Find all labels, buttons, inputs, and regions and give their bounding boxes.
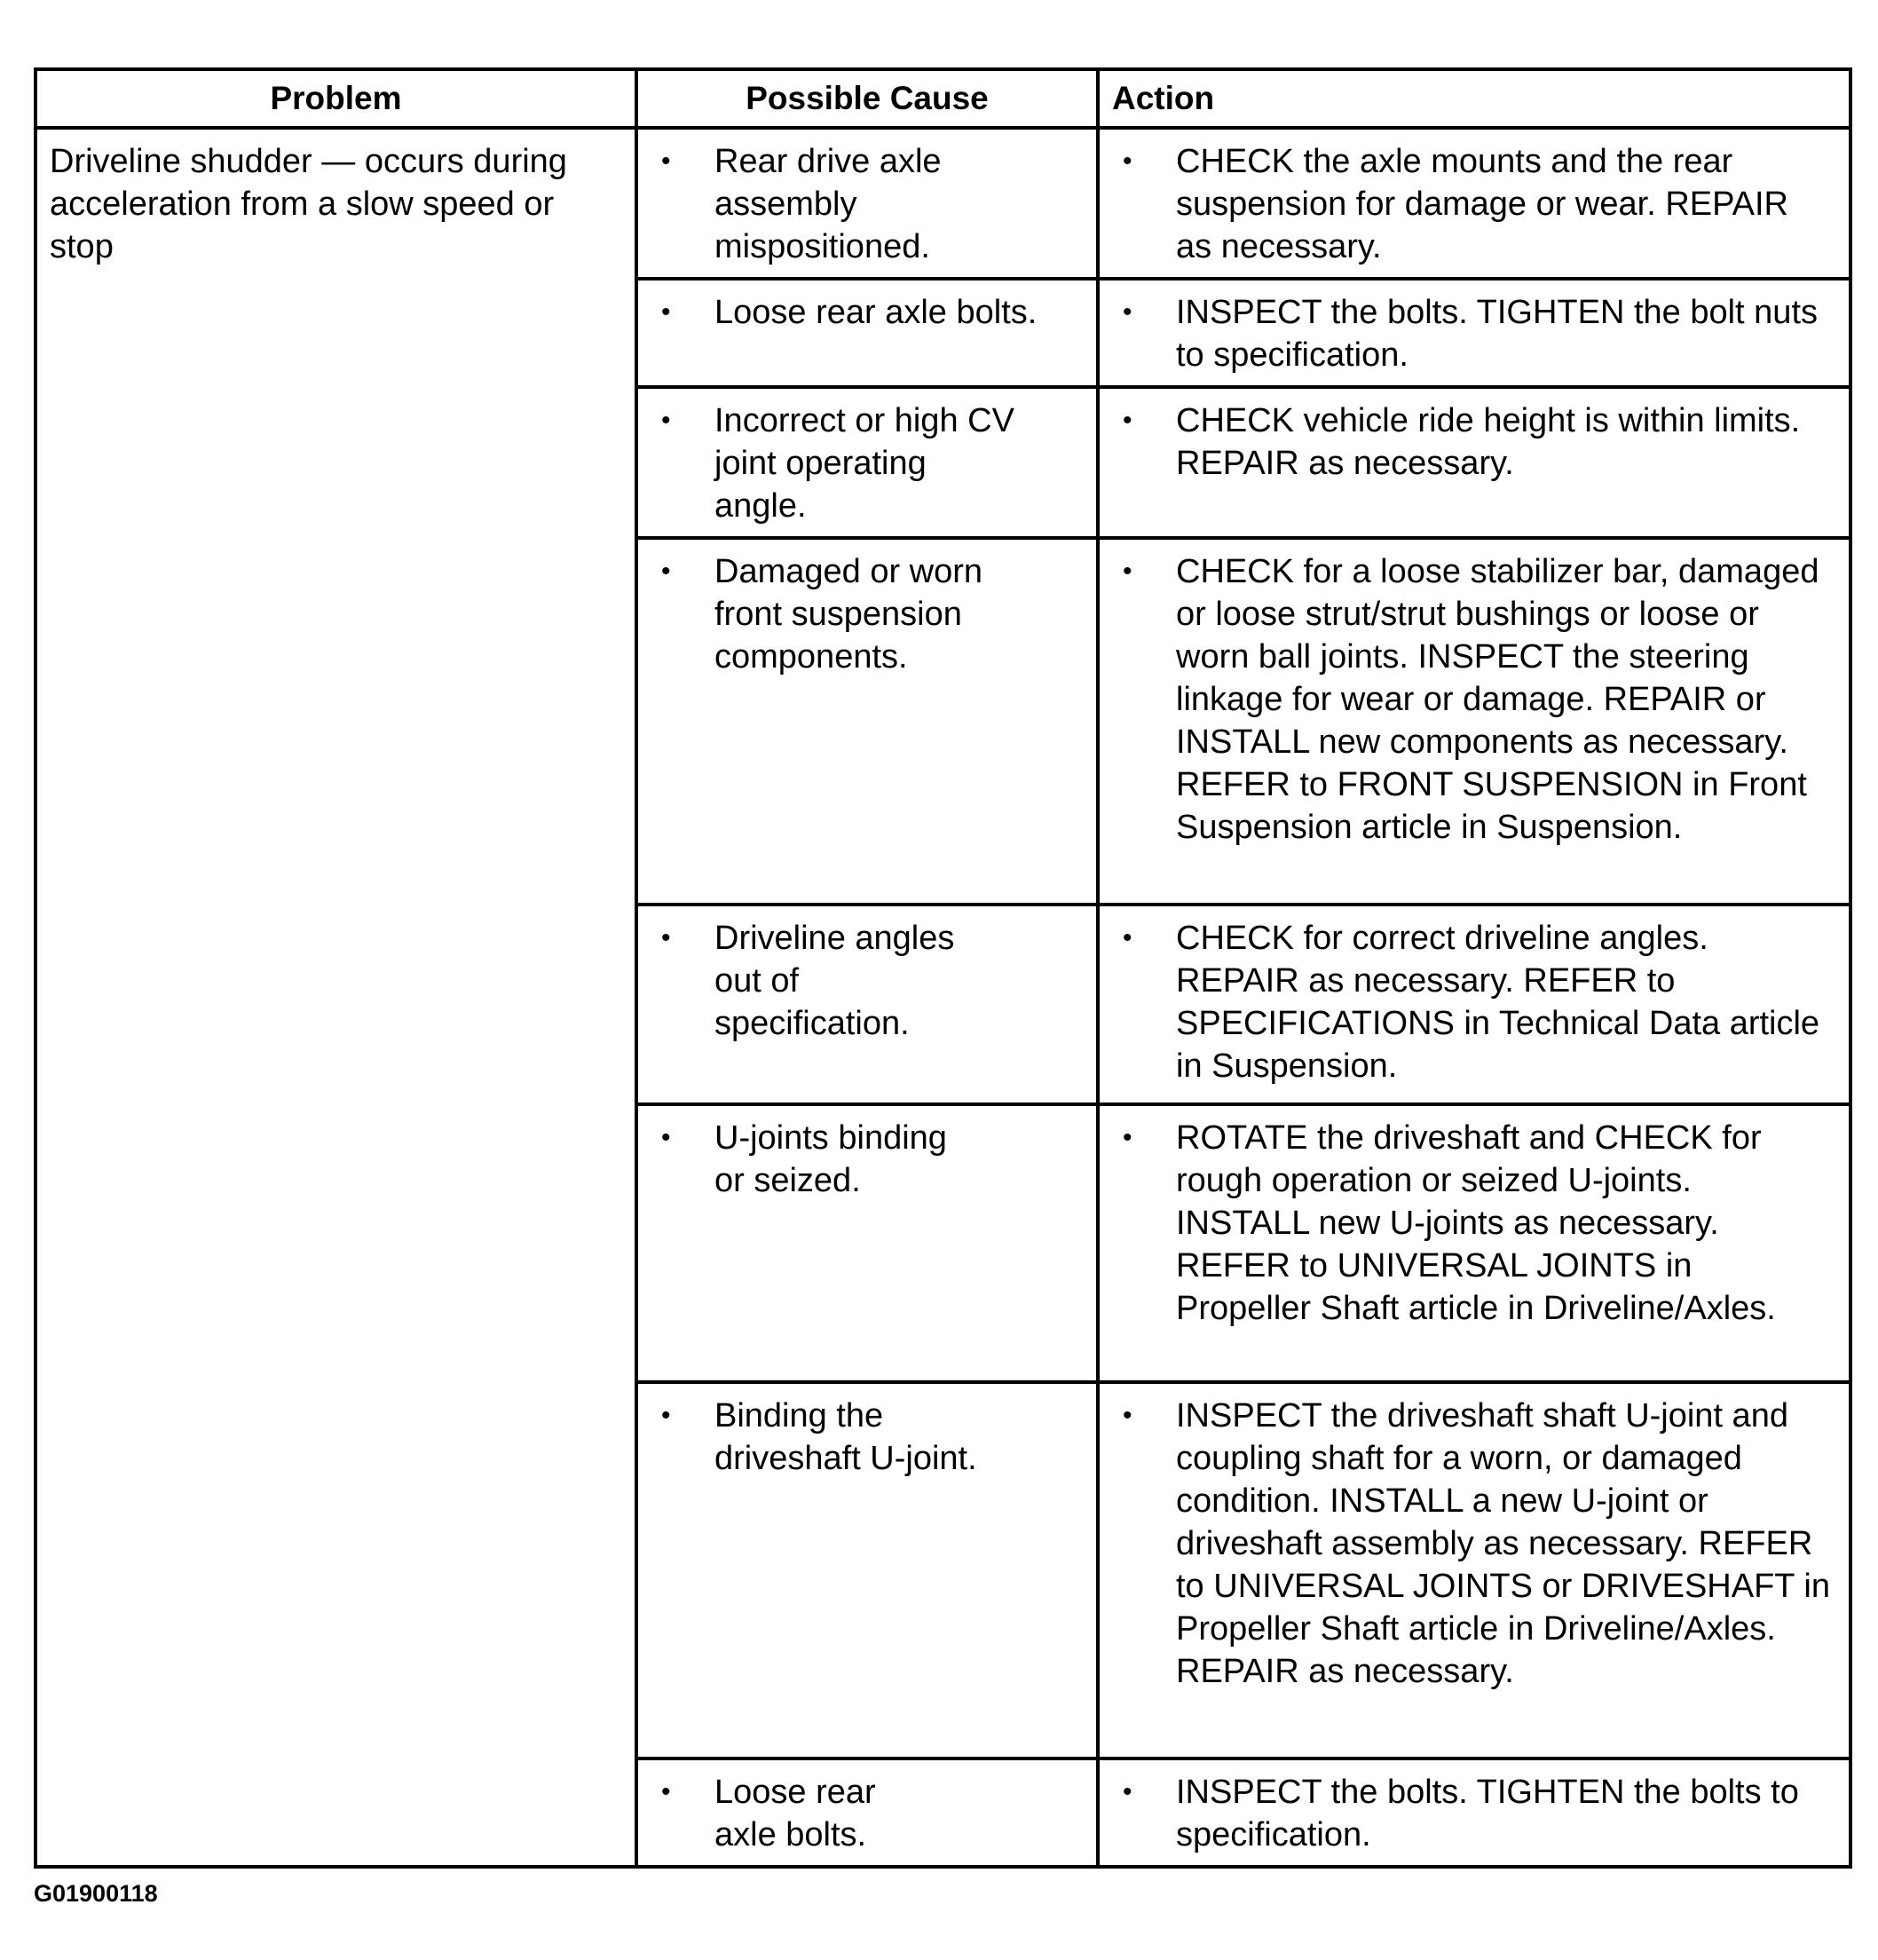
action-text: INSPECT the bolts. TIGHTEN the bolts to specification.	[1176, 1774, 1799, 1853]
cause-cell	[636, 905, 1098, 1104]
bullet-icon: •	[1123, 923, 1132, 952]
bullet-icon: •	[661, 297, 671, 327]
bullet-icon: •	[661, 1777, 671, 1806]
bullet-icon: •	[1123, 406, 1132, 435]
action-cell	[1098, 387, 1850, 538]
cause-text: Loose rear axle bolts.	[714, 1774, 876, 1853]
cause-text: Driveline angles out of specification.	[714, 920, 955, 1042]
action-text: CHECK for correct driveline angles. REPAIR as necessary. REFER to SPECIFICATIONS in Technical Data article in Suspension.	[1176, 920, 1820, 1085]
action-cell	[1098, 905, 1850, 1104]
action-text: ROTATE the driveshaft and CHECK for rough operation or seized U-joints. INSTALL new U-joints as necessary. REFER to UNIVERSAL JOINTS in Propeller Shaft article in Driveline/Axles.	[1176, 1119, 1776, 1327]
action-text: CHECK for a loose stabilizer bar, damaged or loose strut/strut bushings or loose or worn ball joints. INSPECT the steering linkage for wear or damage. REPAIR or INSTALL new components as necessary. REFER to FRONT SUSPENSION in Front Suspension article in Suspension.	[1176, 553, 1819, 846]
bullet-icon: •	[1123, 1401, 1132, 1430]
bullet-icon: •	[1123, 557, 1132, 586]
action-text: CHECK vehicle ride height is within limits. REPAIR as necessary.	[1176, 402, 1801, 482]
action-text: CHECK the axle mounts and the rear suspension for damage or wear. REPAIR as necessary.	[1176, 143, 1788, 265]
header-problem: Problem	[36, 69, 636, 128]
header-row	[36, 69, 1850, 128]
bullet-icon: •	[661, 146, 671, 176]
cause-text: Incorrect or high CV joint operating angle.	[714, 402, 1014, 525]
cause-cell	[636, 538, 1098, 905]
diagnosis-table	[34, 67, 1852, 1869]
cause-cell	[636, 128, 1098, 279]
problem-cell: Driveline shudder — occurs during acceleration from a slow speed or stop	[36, 128, 636, 1867]
action-text: INSPECT the bolts. TIGHTEN the bolt nuts to specification.	[1176, 294, 1819, 374]
action-text: INSPECT the driveshaft shaft U-joint and coupling shaft for a worn, or damaged condition. INSTALL a new U-joint or driveshaft assembly as necessary. REFER to UNIVERSAL JOINTS or DRIVESHAFT in Propeller Shaft article in Driveline/Axles. REPAIR as necessary.	[1176, 1397, 1830, 1690]
cause-text: Damaged or worn front suspension components.	[714, 553, 983, 676]
cause-text: Rear drive axle assembly mispositioned.	[714, 143, 942, 265]
table-row	[36, 128, 1850, 279]
bullet-icon: •	[661, 923, 671, 952]
bullet-icon: •	[661, 557, 671, 586]
bullet-icon: •	[1123, 1123, 1132, 1152]
cause-text: Loose rear axle bolts.	[714, 294, 1038, 331]
bullet-icon: •	[661, 1123, 671, 1152]
action-cell	[1098, 1382, 1850, 1758]
cause-text: U-joints binding or seized.	[714, 1119, 947, 1199]
bullet-icon: •	[661, 406, 671, 435]
action-cell	[1098, 1104, 1850, 1382]
action-cell	[1098, 128, 1850, 279]
cause-cell	[636, 1758, 1098, 1867]
cause-cell	[636, 279, 1098, 387]
action-cell	[1098, 1758, 1850, 1867]
cause-cell	[636, 387, 1098, 538]
cause-text: Binding the driveshaft U-joint.	[714, 1397, 977, 1477]
cause-cell	[636, 1382, 1098, 1758]
cause-cell	[636, 1104, 1098, 1382]
bullet-icon: •	[1123, 297, 1132, 327]
action-cell	[1098, 538, 1850, 905]
header-possible-cause: Possible Cause	[636, 69, 1098, 128]
bullet-icon: •	[661, 1401, 671, 1430]
action-cell	[1098, 279, 1850, 387]
bullet-icon: •	[1123, 1777, 1132, 1806]
header-action: Action	[1098, 69, 1850, 128]
bullet-icon: •	[1123, 146, 1132, 176]
figure-code: G01900118	[34, 1880, 158, 1907]
